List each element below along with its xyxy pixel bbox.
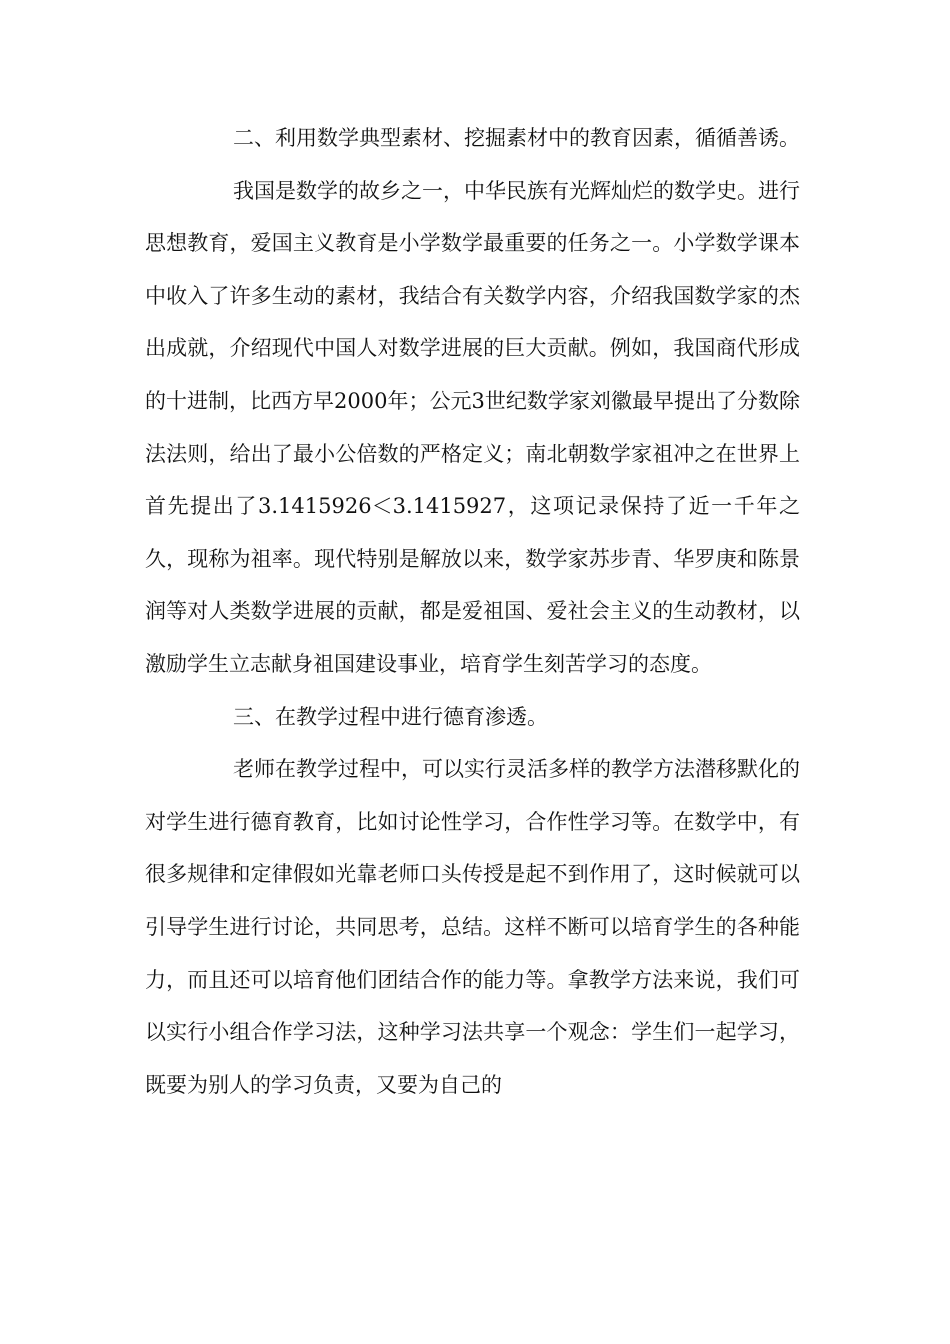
paragraph-math-history: 我国是数学的故乡之一，中华民族有光辉灿烂的数学史。进行思想教育，爱国主义教育是小学数学最重要的任务之一。小学数学课本中收入了许多生动的素材，我结合有关数学内容，介绍我国数学家的杰出成就，介绍现代中国人对数学进展的巨大贡献。例如，我国商代形成的十进制，比西方早2000年；公元3世纪数学家刘徽最早提出了分数除法法则，给出了最小公倍数的严格定义；南北朝数学家祖冲之在世界上首先提出了3.1415926＜3.1415927，这项记录保持了近一千年之久，现称为祖率。现代特别是解放以来，数学家苏步青、华罗庚和陈景润等对人类数学进展的贡献，都是爱祖国、爱社会主义的生动教材，以激励学生立志献身祖国建设事业，培育学生刻苦学习的态度。 bbox=[145, 178, 800, 676]
section-heading-3: 三、在教学过程中进行德育渗透。 bbox=[233, 704, 548, 729]
section-heading-2: 二、利用数学典型素材、挖掘素材中的教育因素，循循善诱。 bbox=[233, 126, 800, 150]
paragraph-teaching-methods: 老师在教学过程中，可以实行灵活多样的教学方法潜移默化的对学生进行德育教育，比如讨论性学习，合作性学习等。在数学中，有很多规律和定律假如光靠老师口头传授是起不到作用了，这时候就可以引导学生进行讨论，共同思考，总结。这样不断可以培育学生的各种能力，而且还可以培育他们团结合作的能力等。拿教学方法来说，我们可以实行小组合作学习法，这种学习法共享一个观念：学生们一起学习，既要为别人的学习负责，又要为自己的 bbox=[145, 757, 800, 1097]
document-body bbox=[145, 112, 800, 1111]
